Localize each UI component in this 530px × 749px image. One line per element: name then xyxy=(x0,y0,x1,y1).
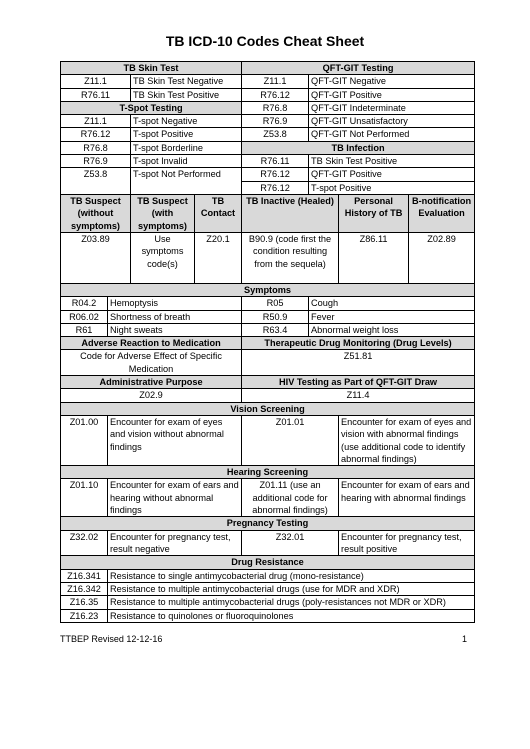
codes-table xyxy=(60,61,475,623)
tspot-header: T-Spot Testing xyxy=(61,101,242,114)
hiv-testing-header: HIV Testing as Part of QFT-GIT Draw xyxy=(242,376,475,389)
vision-desc: Encounter for exam of eyes and vision with abnormal findings (use additional code to identify abnormal findings) xyxy=(339,415,475,465)
infection-desc: T-spot Positive xyxy=(309,181,475,194)
symptom-desc: Fever xyxy=(309,310,475,323)
symptom-desc: Cough xyxy=(309,297,475,310)
tspot-code: R76.8 xyxy=(61,141,131,154)
qft-code: R76.9 xyxy=(242,115,309,128)
qft-code: R76.12 xyxy=(242,88,309,101)
qft-desc: QFT-GIT Positive xyxy=(309,88,475,101)
symptoms-header: Symptoms xyxy=(61,283,475,296)
symptom-code: R06.02 xyxy=(61,310,108,323)
pregnancy-desc: Encounter for pregnancy test, result positive xyxy=(339,530,475,556)
skin-desc: TB Skin Test Negative xyxy=(131,75,242,88)
qft-desc: QFT-GIT Negative xyxy=(309,75,475,88)
drug-resistance-desc: Resistance to multiple antimycobacterial drugs (poly-resistances not MDR or XDR) xyxy=(108,596,475,609)
skin-code: R76.11 xyxy=(61,88,131,101)
hearing-code: Z01.10 xyxy=(61,479,108,517)
suspect-no-symptoms-code: Z03.89 xyxy=(61,232,131,283)
personal-history-header: Personal History of TB xyxy=(339,194,409,232)
infection-code: R76.12 xyxy=(242,181,309,194)
symptom-desc: Shortness of breath xyxy=(108,310,242,323)
skin-test-header: TB Skin Test xyxy=(61,62,242,75)
hearing-desc: Encounter for exam of ears and hearing without abnormal findings xyxy=(108,479,242,517)
infection-desc: TB Skin Test Positive xyxy=(309,155,475,168)
page-number: 1 xyxy=(462,634,468,644)
suspect-symptoms-code: Use symptoms code(s) xyxy=(131,232,195,283)
suspect-no-symptoms-header: TB Suspect (without symptoms) xyxy=(61,194,131,232)
tspot-desc: T-spot Not Performed xyxy=(131,168,242,195)
therapeutic-monitoring-code: Z51.81 xyxy=(242,350,475,376)
symptom-code: R61 xyxy=(61,323,108,336)
drug-resistance-desc: Resistance to quinolones or fluoroquinolones xyxy=(108,609,475,622)
drug-resistance-desc: Resistance to single antimycobacterial drug (mono-resistance) xyxy=(108,569,475,582)
vision-screening-header: Vision Screening xyxy=(61,402,475,415)
hiv-testing-code: Z11.4 xyxy=(242,389,475,402)
tb-inactive-code: B90.9 (code first the condition resulting from the sequela) xyxy=(242,232,339,283)
drug-resistance-code: Z16.342 xyxy=(61,582,108,595)
qft-desc: QFT-GIT Indeterminate xyxy=(309,101,475,114)
symptom-desc: Hemoptysis xyxy=(108,297,242,310)
infection-desc: QFT-GIT Positive xyxy=(309,168,475,181)
vision-desc: Encounter for exam of eyes and vision without abnormal findings xyxy=(108,415,242,465)
pregnancy-code: Z32.01 xyxy=(242,530,339,556)
skin-code: Z11.1 xyxy=(61,75,131,88)
qft-code: Z53.8 xyxy=(242,128,309,141)
vision-code: Z01.00 xyxy=(61,415,108,465)
tb-contact-header: TB Contact xyxy=(195,194,242,232)
tspot-code: R76.12 xyxy=(61,128,131,141)
revision-note: TTBEP Revised 12-12-16 xyxy=(60,634,163,644)
pregnancy-code: Z32.02 xyxy=(61,530,108,556)
adverse-reaction-header: Adverse Reaction to Medication xyxy=(61,337,242,350)
hearing-code: Z01.11 (use an additional code for abnormal findings) xyxy=(242,479,339,517)
tspot-code: R76.9 xyxy=(61,155,131,168)
tspot-code: Z53.8 xyxy=(61,168,131,195)
qft-desc: QFT-GIT Not Performed xyxy=(309,128,475,141)
tb-infection-header: TB Infection xyxy=(242,141,475,154)
vision-code: Z01.01 xyxy=(242,415,339,465)
qft-code: Z11.1 xyxy=(242,75,309,88)
hearing-screening-header: Hearing Screening xyxy=(61,466,475,479)
infection-code: R76.12 xyxy=(242,168,309,181)
symptom-code: R50.9 xyxy=(242,310,309,323)
administrative-header: Administrative Purpose xyxy=(61,376,242,389)
tb-inactive-header: TB Inactive (Healed) xyxy=(242,194,339,232)
qft-desc: QFT-GIT Unsatisfactory xyxy=(309,115,475,128)
qft-header: QFT-GIT Testing xyxy=(242,62,475,75)
tspot-desc: T-spot Negative xyxy=(131,115,242,128)
suspect-symptoms-header: TB Suspect (with symptoms) xyxy=(131,194,195,232)
symptom-code: R04.2 xyxy=(61,297,108,310)
tb-contact-code: Z20.1 xyxy=(195,232,242,283)
tspot-code: Z11.1 xyxy=(61,115,131,128)
tspot-desc: T-spot Positive xyxy=(131,128,242,141)
infection-code: R76.11 xyxy=(242,155,309,168)
symptom-code: R63.4 xyxy=(242,323,309,336)
skin-desc: TB Skin Test Positive xyxy=(131,88,242,101)
drug-resistance-code: Z16.23 xyxy=(61,609,108,622)
drug-resistance-header: Drug Resistance xyxy=(61,556,475,569)
symptom-code: R05 xyxy=(242,297,309,310)
hearing-desc: Encounter for exam of ears and hearing with abnormal findings xyxy=(339,479,475,517)
therapeutic-monitoring-header: Therapeutic Drug Monitoring (Drug Levels) xyxy=(242,337,475,350)
personal-history-code: Z86.11 xyxy=(339,232,409,283)
b-notification-code: Z02.89 xyxy=(409,232,475,283)
qft-code: R76.8 xyxy=(242,101,309,114)
tspot-desc: T-spot Invalid xyxy=(131,155,242,168)
symptom-desc: Abnormal weight loss xyxy=(309,323,475,336)
adverse-reaction-text: Code for Adverse Effect of Specific Medication xyxy=(61,350,242,376)
administrative-code: Z02.9 xyxy=(61,389,242,402)
drug-resistance-code: Z16.35 xyxy=(61,596,108,609)
b-notification-header: B-notification Evaluation xyxy=(409,194,475,232)
pregnancy-desc: Encounter for pregnancy test, result negative xyxy=(108,530,242,556)
pregnancy-testing-header: Pregnancy Testing xyxy=(61,517,475,530)
symptom-desc: Night sweats xyxy=(108,323,242,336)
drug-resistance-code: Z16.341 xyxy=(61,569,108,582)
tspot-desc: T-spot Borderline xyxy=(131,141,242,154)
drug-resistance-desc: Resistance to multiple antimycobacterial drugs (use for MDR and XDR) xyxy=(108,582,475,595)
page-title: TB ICD-10 Codes Cheat Sheet xyxy=(165,33,365,49)
